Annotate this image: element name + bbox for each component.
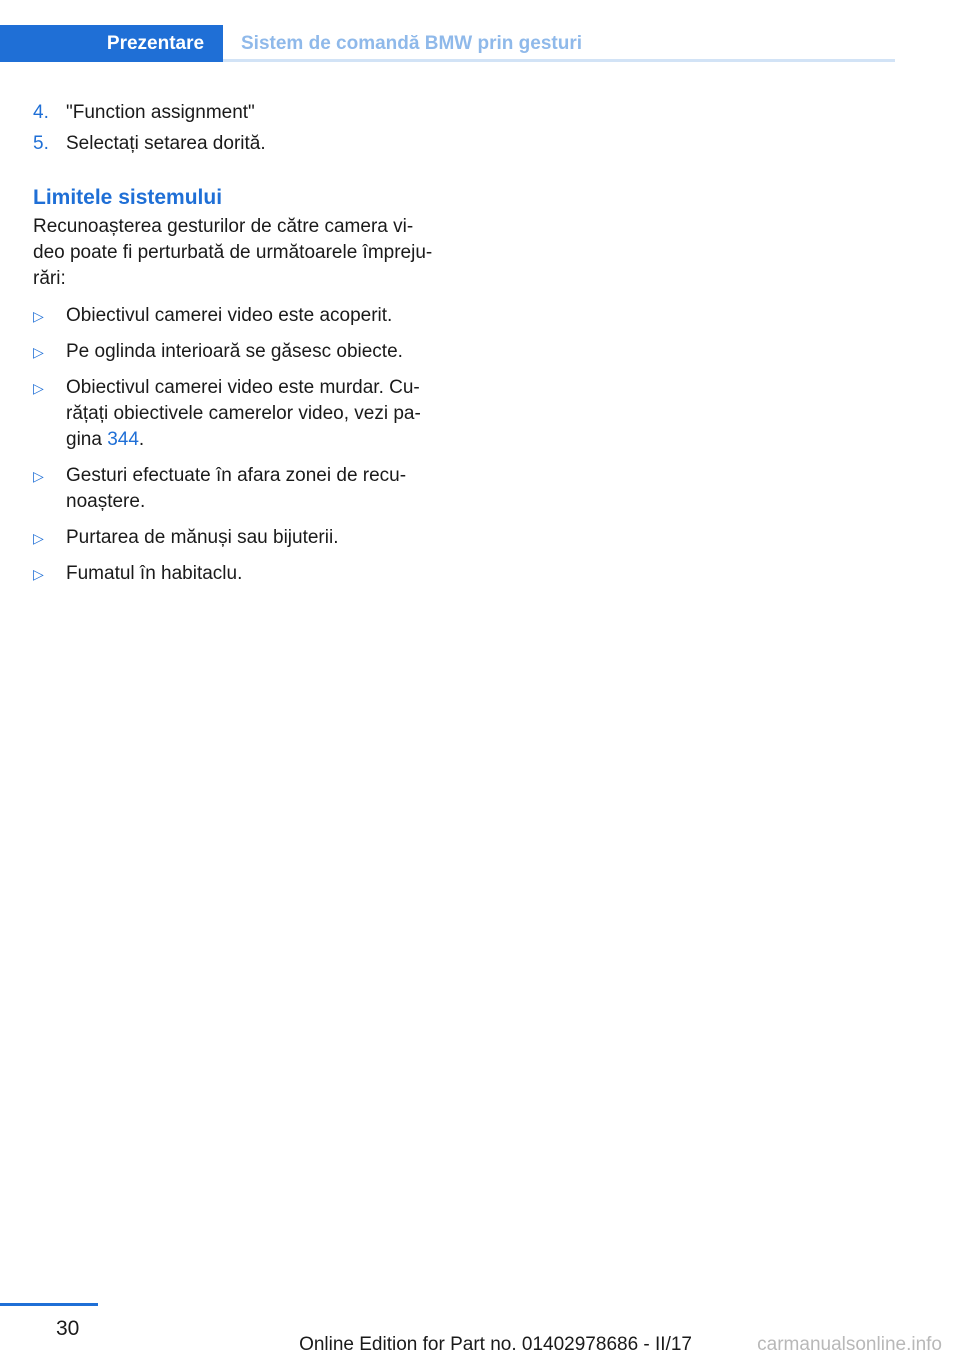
list-item <box>33 339 443 365</box>
bullet-line: Pe oglinda interioară se găsesc obiecte. <box>66 341 403 362</box>
bullet-line: Gesturi efectuate în afara zonei de recu- <box>66 465 407 486</box>
step-number: 4. <box>33 102 49 123</box>
footer-rule <box>0 1303 98 1306</box>
bullet-text: . <box>138 429 145 450</box>
intro-paragraph <box>33 214 443 292</box>
triangle-bullet-icon: ▷ <box>33 468 44 484</box>
list-item <box>33 561 443 587</box>
intro-line: Recunoașterea gesturilor de către camera vi- <box>33 216 414 237</box>
list-item <box>33 525 443 551</box>
triangle-bullet-icon: ▷ <box>33 566 44 582</box>
bullet-line: Fumatul în habitaclu. <box>66 563 243 584</box>
bullet-line: Purtarea de mănuși sau bijuterii. <box>66 527 339 548</box>
triangle-bullet-icon: ▷ <box>33 344 44 360</box>
step-text: Selectați setarea dorită. <box>66 133 266 154</box>
header-accent-bar <box>0 25 88 62</box>
bullet-text: gina <box>66 429 108 450</box>
chapter-tab[interactable]: Prezentare <box>88 25 223 62</box>
section-heading: Limitele sistemului <box>33 186 223 209</box>
bullet-line <box>66 427 443 453</box>
list-item <box>33 303 443 329</box>
bullet-line: rățați obiectivele camerelor video, vezi pa- <box>66 403 421 424</box>
limitations-list <box>33 303 443 587</box>
bullet-line: Obiectivul camerei video este murdar. Cu- <box>66 377 420 398</box>
intro-line: deo poate fi perturbată de următoarele împreju- <box>33 242 433 263</box>
bullet-line: noaștere. <box>66 491 146 512</box>
page-number: 30 <box>56 1317 80 1340</box>
list-item <box>33 463 443 515</box>
watermark: carmanualsonline.info <box>757 1334 942 1355</box>
intro-line: rări: <box>33 268 66 289</box>
step-number: 5. <box>33 133 49 154</box>
step-item <box>33 100 443 126</box>
triangle-bullet-icon: ▷ <box>33 380 44 396</box>
bullet-line: Obiectivul camerei video este acoperit. <box>66 305 393 326</box>
page-link[interactable]: 344 <box>107 429 139 450</box>
header-rule <box>223 59 895 62</box>
section-tab[interactable]: Sistem de comandă BMW prin gesturi <box>241 33 582 54</box>
step-item <box>33 131 443 157</box>
page-header <box>0 25 895 62</box>
page-content <box>33 100 443 597</box>
edition-note: Online Edition for Part no. 01402978686 - II/17 <box>299 1334 692 1355</box>
list-item <box>33 375 443 453</box>
triangle-bullet-icon: ▷ <box>33 530 44 546</box>
step-text: "Function assignment" <box>66 102 255 123</box>
triangle-bullet-icon: ▷ <box>33 308 44 324</box>
